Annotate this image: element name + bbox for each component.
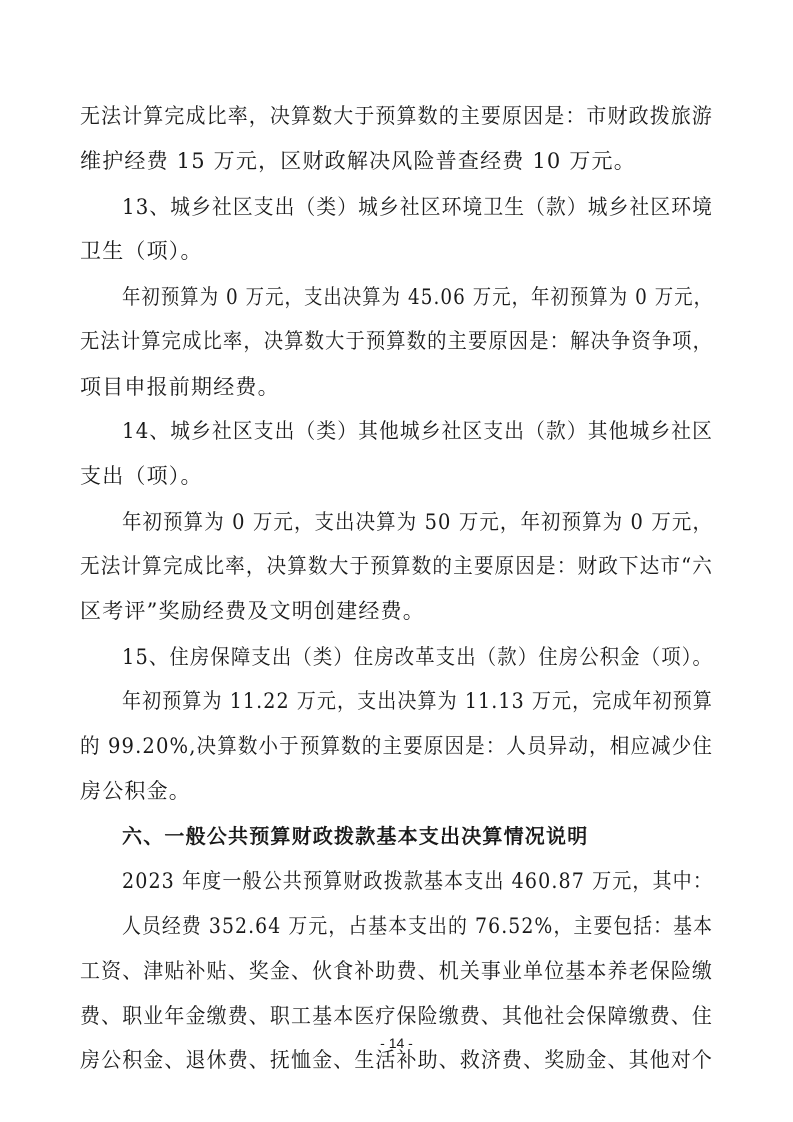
body-line: 的 99.20%,决算数小于预算数的主要原因是：人员异动，相应减少住 bbox=[80, 734, 714, 758]
body-line: 2023 年度一般公共预算财政拨款基本支出 460.87 万元，其中： bbox=[122, 869, 714, 893]
body-line: 13、城乡社区支出（类）城乡社区环境卫生（款）城乡社区环境 bbox=[122, 195, 714, 219]
body-line: 房公积金。 bbox=[80, 779, 191, 803]
body-line: 支出（项）。 bbox=[80, 464, 203, 488]
body-line: 无法计算完成比率，决算数大于预算数的主要原因是：财政下达市“六 bbox=[80, 554, 713, 578]
body-line: 项目申报前期经费。 bbox=[80, 375, 280, 399]
body-line: 无法计算完成比率，决算数大于预算数的主要原因是：市财政拨旅游 bbox=[80, 104, 714, 128]
body-line: 年初预算为 0 万元，支出决算为 45.06 万元，年初预算为 0 万元， bbox=[122, 285, 714, 309]
section-heading: 六、一般公共预算财政拨款基本支出决算情况说明 bbox=[122, 824, 589, 848]
body-line: 卫生（项）。 bbox=[80, 239, 203, 263]
body-line: 房公积金、退休费、抚恤金、生活补助、救济费、奖励金、其他对个 bbox=[80, 1048, 714, 1072]
body-line: 14、城乡社区支出（类）其他城乡社区支出（款）其他城乡社区 bbox=[122, 419, 714, 443]
body-line: 15、住房保障支出（类）住房改革支出（款）住房公积金（项）。 bbox=[122, 645, 714, 669]
body-line: 费、职业年金缴费、职工基本医疗保险缴费、其他社会保障缴费、住 bbox=[80, 1004, 714, 1028]
body-line: 年初预算为 11.22 万元，支出决算为 11.13 万元，完成年初预算 bbox=[122, 689, 713, 713]
body-line: 区考评”奖励经费及文明创建经费。 bbox=[80, 599, 425, 623]
page-number: - 14 - bbox=[380, 1035, 413, 1051]
body-line: 维护经费 15 万元，区财政解决风险普查经费 10 万元。 bbox=[80, 149, 636, 173]
body-line: 工资、津贴补贴、奖金、伙食补助费、机关事业单位基本养老保险缴 bbox=[80, 959, 714, 983]
body-line: 无法计算完成比率，决算数大于预算数的主要原因是：解决争资争项， bbox=[80, 329, 714, 353]
body-line: 人员经费 352.64 万元，占基本支出的 76.52%，主要包括：基本 bbox=[122, 914, 714, 938]
body-line: 年初预算为 0 万元，支出决算为 50 万元，年初预算为 0 万元， bbox=[122, 510, 713, 534]
